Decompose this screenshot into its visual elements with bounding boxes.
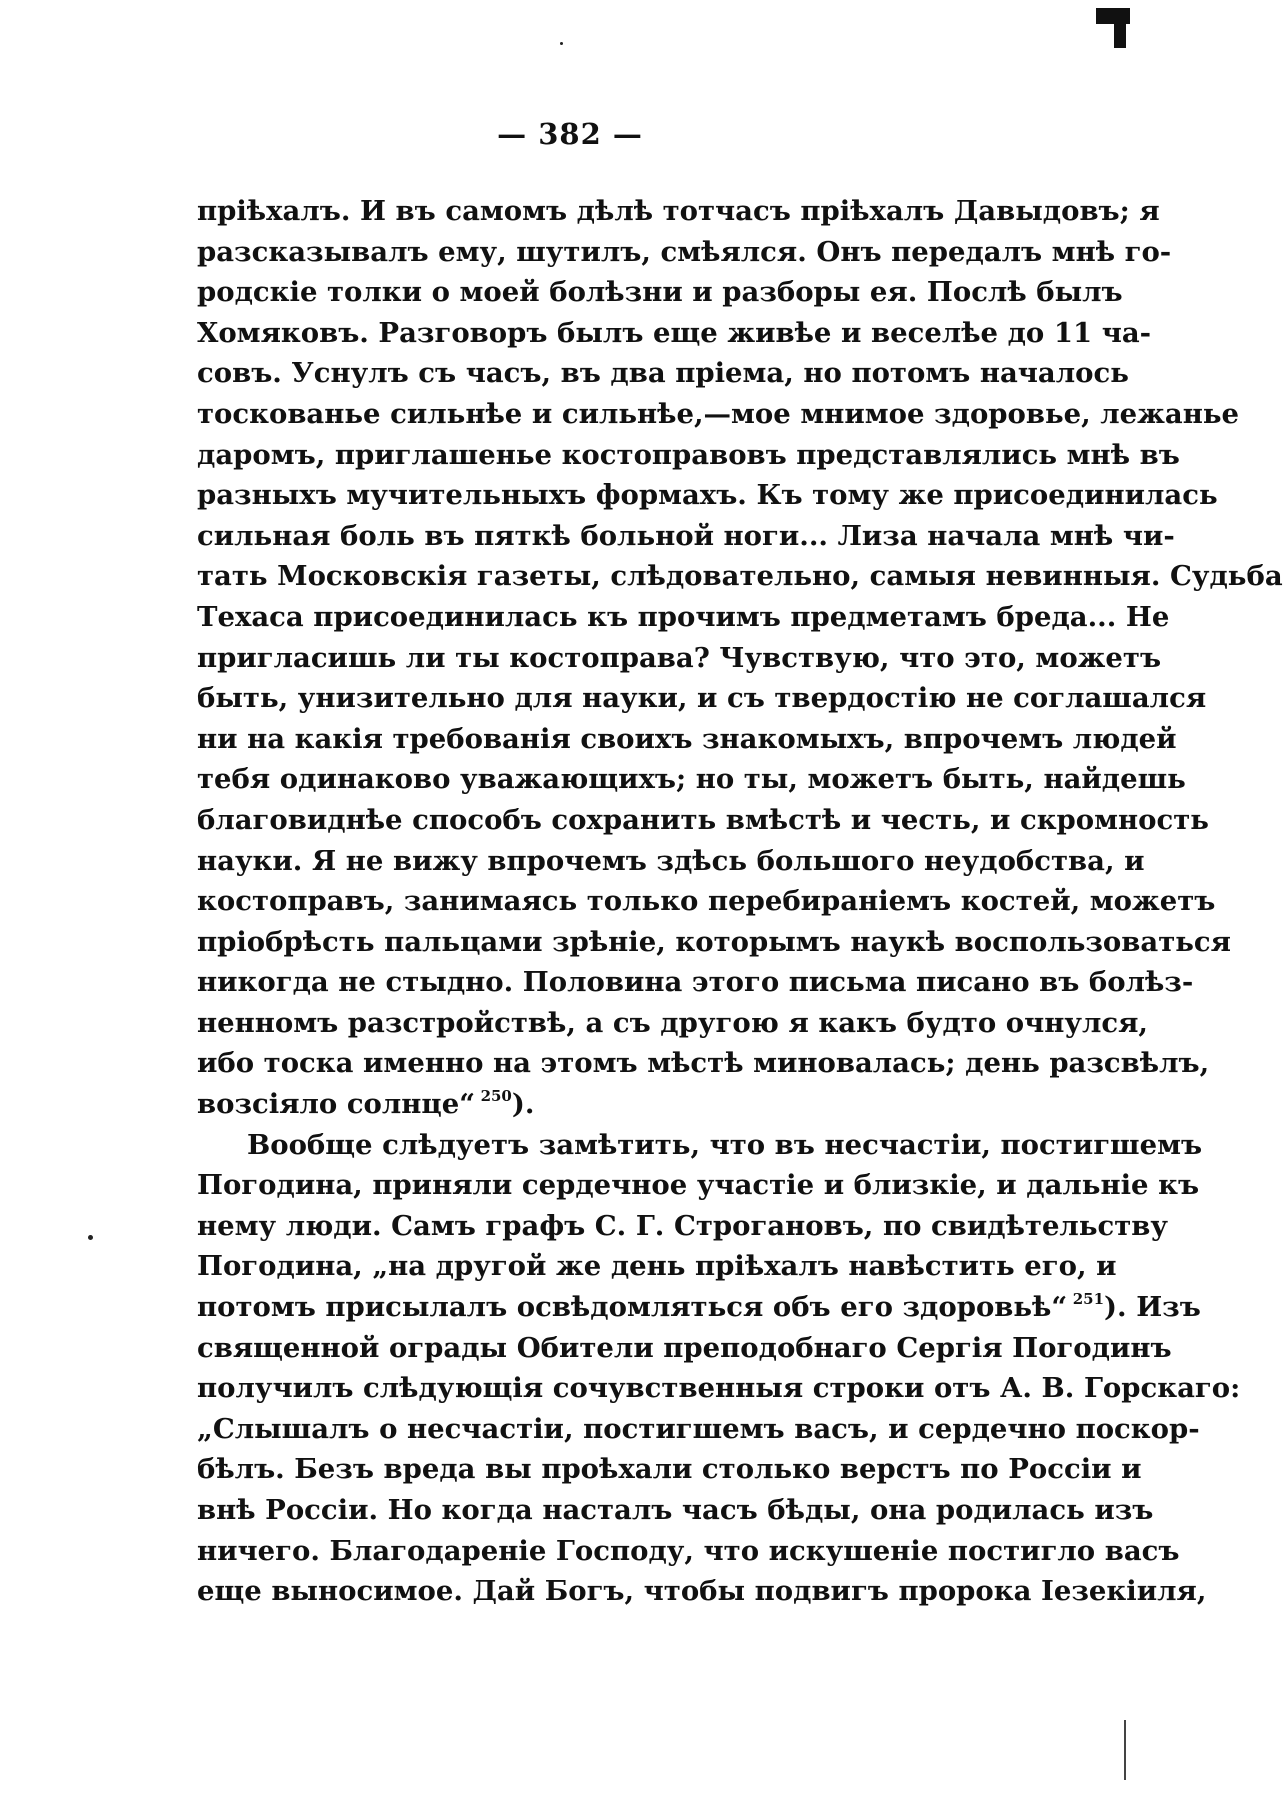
text-line: костоправъ, занимаясь только перебираніемъ костей, можетъ	[197, 885, 1216, 918]
text-line: быть, унизительно для науки, и съ твердостію не соглашался	[197, 682, 1207, 715]
page-number: — 382 —	[497, 117, 643, 151]
text-fragment: потомъ присылалъ освѣдомляться объ его здоровьѣ“	[197, 1291, 1068, 1324]
text-line: совъ. Уснулъ съ часъ, въ два пріема, но потомъ началось	[197, 357, 1129, 390]
text-line-with-footnote	[197, 1287, 1201, 1328]
text-line: пріѣхалъ. И въ самомъ дѣлѣ тотчасъ пріѣхалъ Давыдовъ; я	[197, 195, 1160, 227]
text-fragment: возсіяло солнце“	[197, 1088, 476, 1121]
text-line: Техаса присоединилась къ прочимъ предметамъ бреда... Не	[197, 600, 1170, 633]
text-line: тебя одинаково уважающихъ; но ты, можетъ быть, найдешь	[197, 763, 1186, 796]
text-line: даромъ, приглашенье костоправовъ представлялись мнѣ въ	[197, 438, 1180, 471]
scan-edge-line	[1124, 1720, 1126, 1780]
footnote-ref: 251	[1072, 1290, 1105, 1309]
text-line: родскіе толки о моей болѣзни и разборы ея. Послѣ былъ	[197, 276, 1123, 309]
text-line: науки. Я не вижу впрочемъ здѣсь большого неудобства, и	[197, 844, 1145, 877]
text-line: тоскованье сильнѣе и сильнѣе,—мое мнимое здоровье, лежанье	[197, 397, 1240, 430]
text-line-with-footnote	[197, 1084, 1033, 1125]
text-line: нему люди. Самъ графъ С. Г. Строгановъ, по свидѣтельству	[197, 1209, 1168, 1242]
footnote-ref: 250	[480, 1087, 512, 1106]
scan-speck	[560, 42, 563, 45]
scan-corner-mark	[1096, 8, 1130, 24]
text-line: получилъ слѣдующія сочувственныя строки отъ А. В. Горскаго:	[197, 1372, 1241, 1405]
text-line: благовиднѣе способъ сохранить вмѣстѣ и честь, и скромность	[197, 803, 1209, 836]
text-line: пригласишь ли ты костоправа? Чувствую, что это, можетъ	[197, 641, 1162, 674]
text-line: пріобрѣсть пальцами зрѣніе, которымъ наукѣ воспользоваться	[197, 925, 1231, 958]
text-fragment: ).	[511, 1088, 535, 1121]
text-line: священной ограды Обители преподобнаго Сергія Погодинъ	[197, 1331, 1172, 1364]
text-line: Погодина, приняли сердечное участіе и близкіе, и дальніе къ	[197, 1169, 1200, 1202]
text-line: ненномъ разстройствѣ, а съ другою я какъ будто очнулся,	[197, 1006, 1148, 1039]
text-line: бѣлъ. Безъ вреда вы проѣхали столько верстъ по Россіи и	[197, 1453, 1142, 1486]
text-line: разсказывалъ ему, шутилъ, смѣялся. Онъ передалъ мнѣ го-	[197, 235, 1172, 268]
text-line: еще выносимое. Дай Богъ, чтобы подвигъ пророка Іезекіиля,	[197, 1575, 1207, 1608]
text-line: ибо тоска именно на этомъ мѣстѣ миновалась; день разсвѣлъ,	[197, 1047, 1210, 1080]
paragraph-first-line: Вообще слѣдуетъ замѣтить, что въ несчастіи, постигшемъ	[247, 1128, 1203, 1161]
text-line: ничего. Благодареніе Господу, что искушеніе постигло васъ	[197, 1534, 1180, 1567]
text-line: Хомяковъ. Разговоръ былъ еще живѣе и веселѣе до 11 ча-	[197, 316, 1152, 349]
text-line: тать Московскія газеты, слѣдовательно, самыя невинныя. Судьба	[197, 560, 1283, 593]
page-body	[197, 191, 1283, 1612]
text-line: внѣ Россіи. Но когда насталъ часъ бѣды, она родилась изъ	[197, 1494, 1154, 1526]
text-line: разныхъ мучительныхъ формахъ. Къ тому же присоединилась	[197, 479, 1218, 512]
text-line: Погодина, „на другой же день пріѣхалъ навѣстить его, и	[197, 1250, 1117, 1283]
text-line: никогда не стыдно. Половина этого письма писано въ болѣз-	[197, 966, 1194, 999]
text-fragment: ). Изъ	[1104, 1291, 1201, 1324]
text-line: „Слышалъ о несчастіи, постигшемъ васъ, и сердечно поскор-	[197, 1412, 1200, 1445]
scan-speck	[88, 1235, 93, 1240]
text-line: ни на какія требованія своихъ знакомыхъ, впрочемъ людей	[197, 722, 1177, 755]
text-line: сильная боль въ пяткѣ больной ноги... Лиза начала мнѣ чи-	[197, 519, 1175, 552]
